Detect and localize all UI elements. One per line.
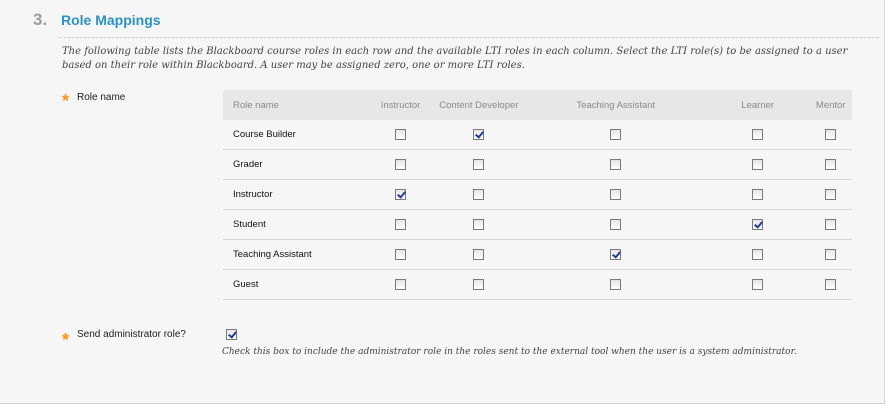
teaching-assistant-checkbox[interactable] — [610, 249, 621, 260]
mentor-checkbox[interactable] — [825, 219, 836, 230]
checkbox-cell — [432, 180, 525, 210]
checkbox-cell — [432, 120, 525, 150]
section-instructions: The following table lists the Blackboard course roles in each row and the available LTI roles in each column. Select the LTI role(s) to be assigned to a user based on their role within Blackboard. A user may be assigned zero, one or more LTI roles. — [62, 46, 848, 71]
checkbox-cell — [526, 270, 706, 300]
checkbox-cell — [369, 180, 432, 210]
content-developer-checkbox[interactable] — [473, 189, 484, 200]
column-header-teaching-assistant: Teaching Assistant — [526, 90, 706, 120]
checkbox-cell — [369, 150, 432, 180]
instructor-checkbox[interactable] — [395, 189, 406, 200]
mentor-checkbox[interactable] — [825, 159, 836, 170]
teaching-assistant-checkbox[interactable] — [610, 219, 621, 230]
checkbox-cell — [369, 240, 432, 270]
column-header-role-name: Role name — [223, 90, 369, 120]
content-developer-checkbox[interactable] — [473, 129, 484, 140]
learner-checkbox[interactable] — [752, 129, 763, 140]
role-name-cell: Grader — [223, 150, 369, 180]
checkbox-cell — [369, 120, 432, 150]
table-row — [223, 270, 852, 300]
learner-checkbox[interactable] — [752, 249, 763, 260]
checkbox-cell — [706, 180, 809, 210]
checkbox-cell — [809, 270, 852, 300]
send-admin-role-label: Send administrator role? — [77, 329, 186, 340]
section-title: Role Mappings — [61, 12, 161, 28]
checkbox-cell — [432, 270, 525, 300]
teaching-assistant-checkbox[interactable] — [610, 129, 621, 140]
checkbox-cell — [706, 150, 809, 180]
checkbox-cell — [432, 240, 525, 270]
mentor-checkbox[interactable] — [825, 129, 836, 140]
learner-checkbox[interactable] — [752, 219, 763, 230]
role-mapping-table — [223, 90, 852, 300]
content-developer-checkbox[interactable] — [473, 249, 484, 260]
checkbox-cell — [809, 120, 852, 150]
column-header-instructor: Instructor — [369, 90, 432, 120]
required-star-icon: * — [62, 91, 70, 111]
mentor-checkbox[interactable] — [825, 189, 836, 200]
teaching-assistant-checkbox[interactable] — [610, 189, 621, 200]
mentor-checkbox[interactable] — [825, 279, 836, 290]
checkbox-cell — [369, 210, 432, 240]
section-divider — [58, 37, 879, 38]
table-row — [223, 210, 852, 240]
role-name-cell: Course Builder — [223, 120, 369, 150]
checkbox-cell — [809, 210, 852, 240]
table-header-row — [223, 90, 852, 120]
checkbox-cell — [526, 240, 706, 270]
checkbox-cell — [526, 180, 706, 210]
mentor-checkbox[interactable] — [825, 249, 836, 260]
table-row — [223, 240, 852, 270]
role-name-cell: Instructor — [223, 180, 369, 210]
role-name-cell: Guest — [223, 270, 369, 300]
checkbox-cell — [809, 150, 852, 180]
checkbox-cell — [369, 270, 432, 300]
table-row — [223, 180, 852, 210]
send-admin-role-checkbox[interactable] — [226, 329, 237, 340]
checkbox-cell — [706, 120, 809, 150]
learner-checkbox[interactable] — [752, 189, 763, 200]
instructor-checkbox[interactable] — [395, 219, 406, 230]
learner-checkbox[interactable] — [752, 279, 763, 290]
role-name-cell: Student — [223, 210, 369, 240]
content-developer-checkbox[interactable] — [473, 279, 484, 290]
learner-checkbox[interactable] — [752, 159, 763, 170]
checkbox-cell — [809, 240, 852, 270]
role-name-cell: Teaching Assistant — [223, 240, 369, 270]
checkbox-cell — [432, 210, 525, 240]
content-developer-checkbox[interactable] — [473, 159, 484, 170]
checkbox-cell — [432, 150, 525, 180]
instructor-checkbox[interactable] — [395, 159, 406, 170]
teaching-assistant-checkbox[interactable] — [610, 279, 621, 290]
instructor-checkbox[interactable] — [395, 279, 406, 290]
table-row — [223, 120, 852, 150]
role-rows — [223, 120, 852, 300]
content-developer-checkbox[interactable] — [473, 219, 484, 230]
checkbox-cell — [809, 180, 852, 210]
table-row — [223, 150, 852, 180]
checkbox-cell — [526, 150, 706, 180]
required-star-icon: * — [62, 330, 70, 350]
step-number: 3. — [33, 10, 48, 29]
column-header-mentor: Mentor — [809, 90, 852, 120]
role-name-label: Role name — [77, 92, 126, 103]
checkbox-cell — [526, 210, 706, 240]
checkbox-cell — [706, 210, 809, 240]
column-header-content-developer: Content Developer — [432, 90, 525, 120]
checkbox-cell — [706, 270, 809, 300]
send-admin-role-help: Check this box to include the administrator role in the roles sent to the external tool when the user is a system administrator. — [222, 347, 797, 357]
instructor-checkbox[interactable] — [395, 249, 406, 260]
teaching-assistant-checkbox[interactable] — [610, 159, 621, 170]
column-header-learner: Learner — [706, 90, 809, 120]
checkbox-cell — [526, 120, 706, 150]
instructor-checkbox[interactable] — [395, 129, 406, 140]
checkbox-cell — [706, 240, 809, 270]
